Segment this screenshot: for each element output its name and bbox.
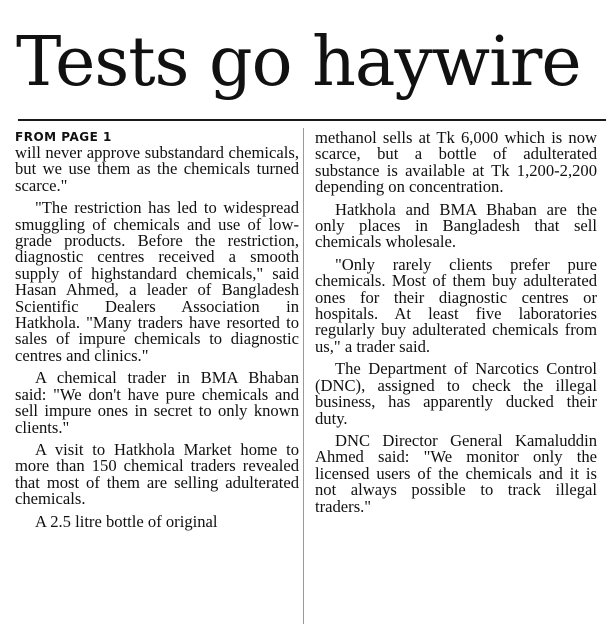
paragraph: Hatkhola and BMA Bhaban are the only places in Bangladesh that sell chemicals wholesale. [315, 199, 597, 252]
headline-rule [18, 119, 606, 121]
paragraph: methanol sells at Tk 6,000 which is now scarce, but a bottle of adulterated substance is available at Tk 1,200-2,200 depending on concentration. [315, 128, 597, 197]
paragraph: "The restriction has led to widespread smuggling of chemicals and use of low-grade products. Before the restriction, diagnostic centres received a smooth supply of highstandard chemicals," said Hasan Ahmed, a leader of Bangladesh Scientific Dealers Association in Hatkhola. "Many traders have resorted to sales of impure chemicals to diagnostic centres and clinics." [15, 198, 299, 365]
left-column [15, 124, 299, 624]
paragraph: A chemical trader in BMA Bhaban said: "We don't have pure chemicals and sell impure ones in secret to only known clients." [15, 368, 299, 437]
paragraph: A visit to Hatkhola Market home to more than 150 chemical traders revealed that most of them are selling adulterated chemicals. [15, 439, 299, 509]
paragraph: The Department of Narcotics Control (DNC), assigned to check the illegal business, has apparently ducked their duty. [315, 359, 597, 428]
paragraph: A 2.5 litre bottle of original [35, 511, 218, 531]
right-column [315, 124, 597, 624]
paragraph: DNC Director General Kamaluddin Ahmed said: "We monitor only the licensed users of the chemicals and it is not always possible to track illegal traders." [315, 430, 597, 516]
paragraph: "Only rarely clients prefer pure chemicals. Most of them buy adulterated ones for their diagnostic centres or hospitals. At least five laboratories regularly buy adulterated chemicals from us," a trader said. [315, 254, 597, 356]
paragraph: will never approve substandard chemicals, but we use them as the chemicals turned scarce." [15, 143, 299, 195]
headline: Tests go haywire [16, 23, 581, 102]
kicker: FROM PAGE 1 [15, 130, 112, 144]
column-divider [303, 128, 304, 624]
